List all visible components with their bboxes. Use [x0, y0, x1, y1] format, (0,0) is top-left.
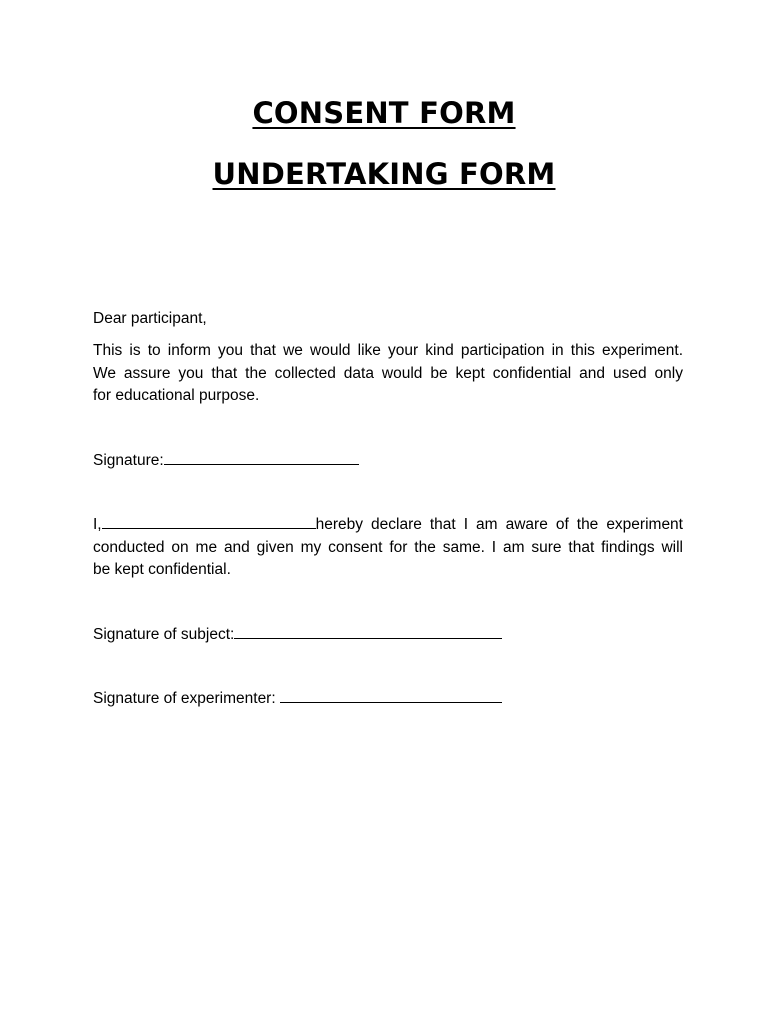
declaration-line-3: be kept confidential.	[93, 561, 231, 578]
signature-of-subject-row	[93, 623, 502, 647]
signature-of-experimenter-row	[93, 687, 502, 711]
signature-of-experimenter-blank-line[interactable]	[280, 687, 502, 703]
signature-of-subject-label: Signature of subject:	[93, 626, 235, 643]
consent-form-title: CONSENT FORM	[252, 96, 516, 130]
signature-row	[93, 449, 359, 473]
declaration-prefix: I,	[93, 516, 102, 533]
declaration-paragraph	[93, 513, 683, 582]
declaration-line-2: conducted on me and given my consent for the same. I am sure that findings will	[93, 538, 683, 556]
signature-of-subject-blank-line[interactable]	[234, 623, 502, 639]
declaration-line-1	[93, 513, 683, 537]
signature-of-experimenter-label: Signature of experimenter:	[93, 690, 276, 707]
undertaking-form-title: UNDERTAKING FORM	[212, 157, 556, 191]
declaration-text: hereby declare that I am aware of the experiment	[315, 516, 683, 533]
intro-paragraph	[93, 340, 683, 408]
signature-blank-line[interactable]	[164, 449, 359, 465]
intro-line: for educational purpose.	[93, 387, 260, 404]
intro-line: We assure you that the collected data would be kept confidential and used only	[93, 364, 683, 382]
signature-label: Signature:	[93, 452, 164, 469]
greeting-text: Dear participant,	[93, 310, 207, 327]
intro-line: This is to inform you that we would like your kind participation in this experiment.	[93, 342, 683, 359]
name-blank-line[interactable]	[102, 513, 316, 529]
